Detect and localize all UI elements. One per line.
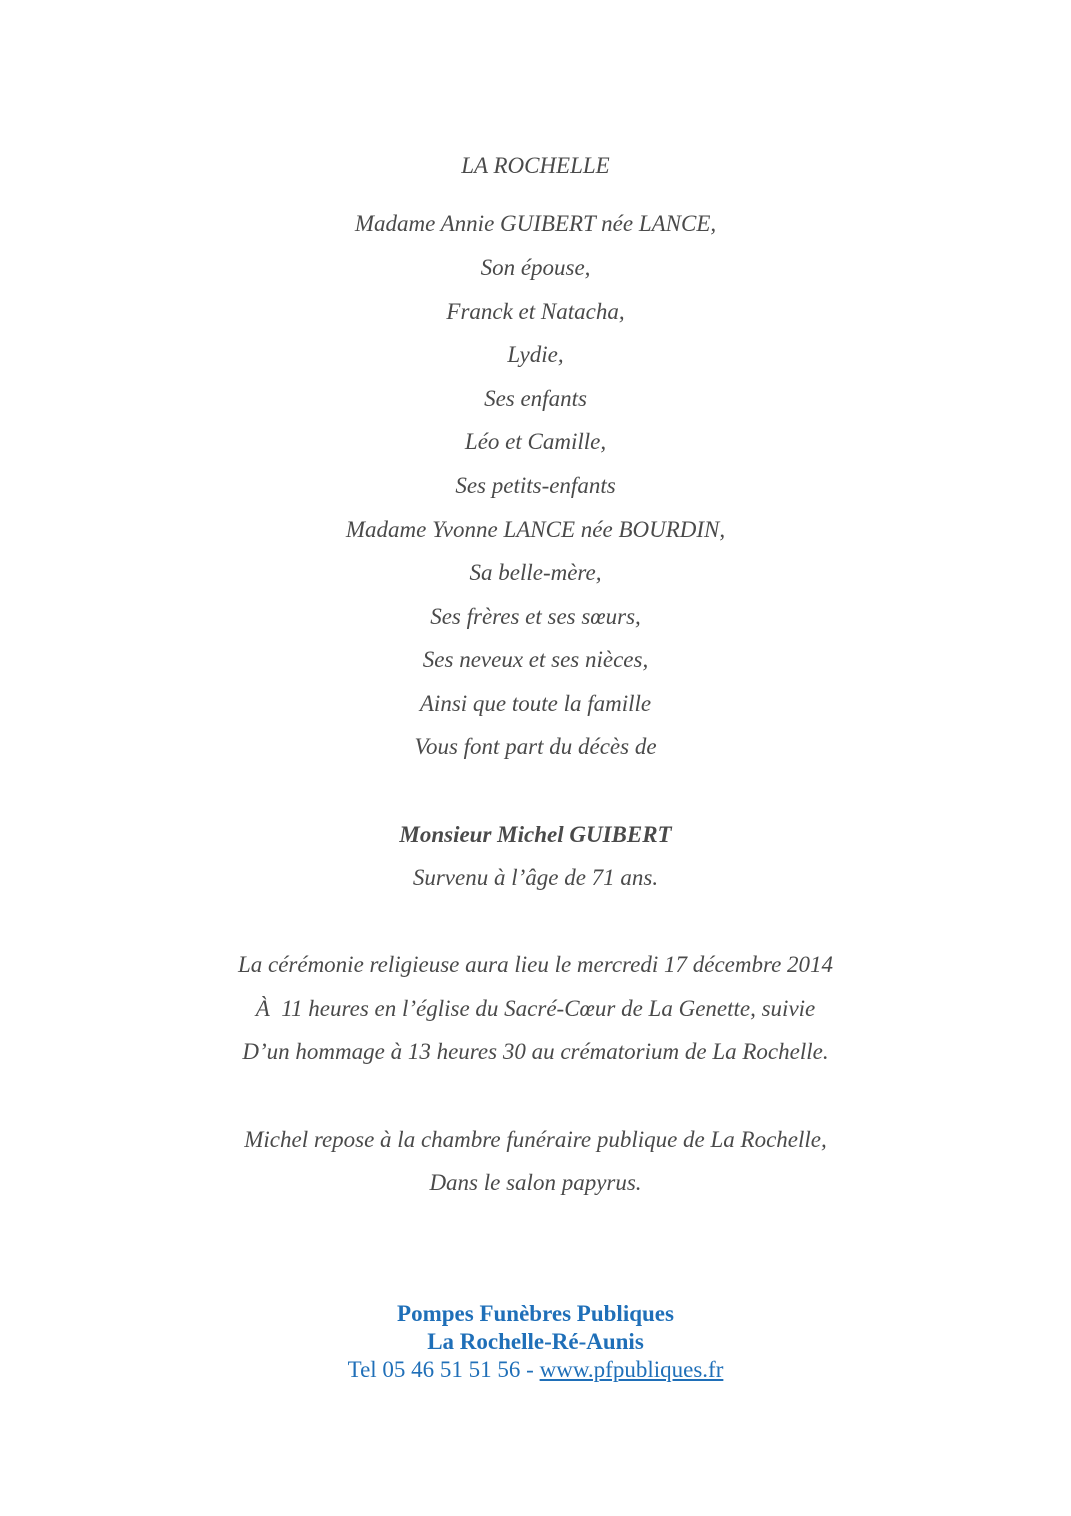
phone-number: Tel 05 46 51 51 56 - [347,1357,540,1382]
family-line: Léo et Camille, [464,429,607,454]
repose-line: Dans le salon papyrus. [429,1170,642,1195]
family-line: Sa belle-mère, [469,560,602,585]
family-line: Madame Annie GUIBERT née LANCE, [354,211,717,236]
ceremony-line: À 11 heures en l’église du Sacré-Cœur de La Genette, suivie [255,996,816,1021]
contact-line [0,1356,1071,1384]
ceremony-line: D’un hommage à 13 heures 30 au crématorium de La Rochelle. [242,1039,829,1064]
family-line: Ses enfants [484,386,587,411]
age-line: Survenu à l’âge de 71 ans. [412,865,659,890]
family-line: Son épouse, [480,255,591,280]
website-link[interactable]: www.pfpubliques.fr [539,1357,724,1382]
company-location: La Rochelle-Ré-Aunis [427,1329,644,1354]
family-line: Vous font part du décès de [414,734,657,759]
family-line: Lydie, [507,342,564,367]
ceremony-line: La cérémonie religieuse aura lieu le mercredi 17 décembre 2014 [237,952,834,977]
family-line: Ses frères et ses sœurs, [430,604,641,629]
family-line: Madame Yvonne LANCE née BOURDIN, [345,517,726,542]
family-line: Ses neveux et ses nièces, [422,647,649,672]
family-line: Ses petits-enfants [455,473,616,498]
company-name: Pompes Funèbres Publiques [397,1301,674,1326]
deceased-name: Monsieur Michel GUIBERT [399,822,672,847]
family-line: Franck et Natacha, [446,299,625,324]
funeral-home-footer [0,1300,1071,1384]
city-heading: LA ROCHELLE [461,153,610,178]
repose-line: Michel repose à la chambre funéraire publique de La Rochelle, [244,1127,827,1152]
family-line: Ainsi que toute la famille [419,691,652,716]
